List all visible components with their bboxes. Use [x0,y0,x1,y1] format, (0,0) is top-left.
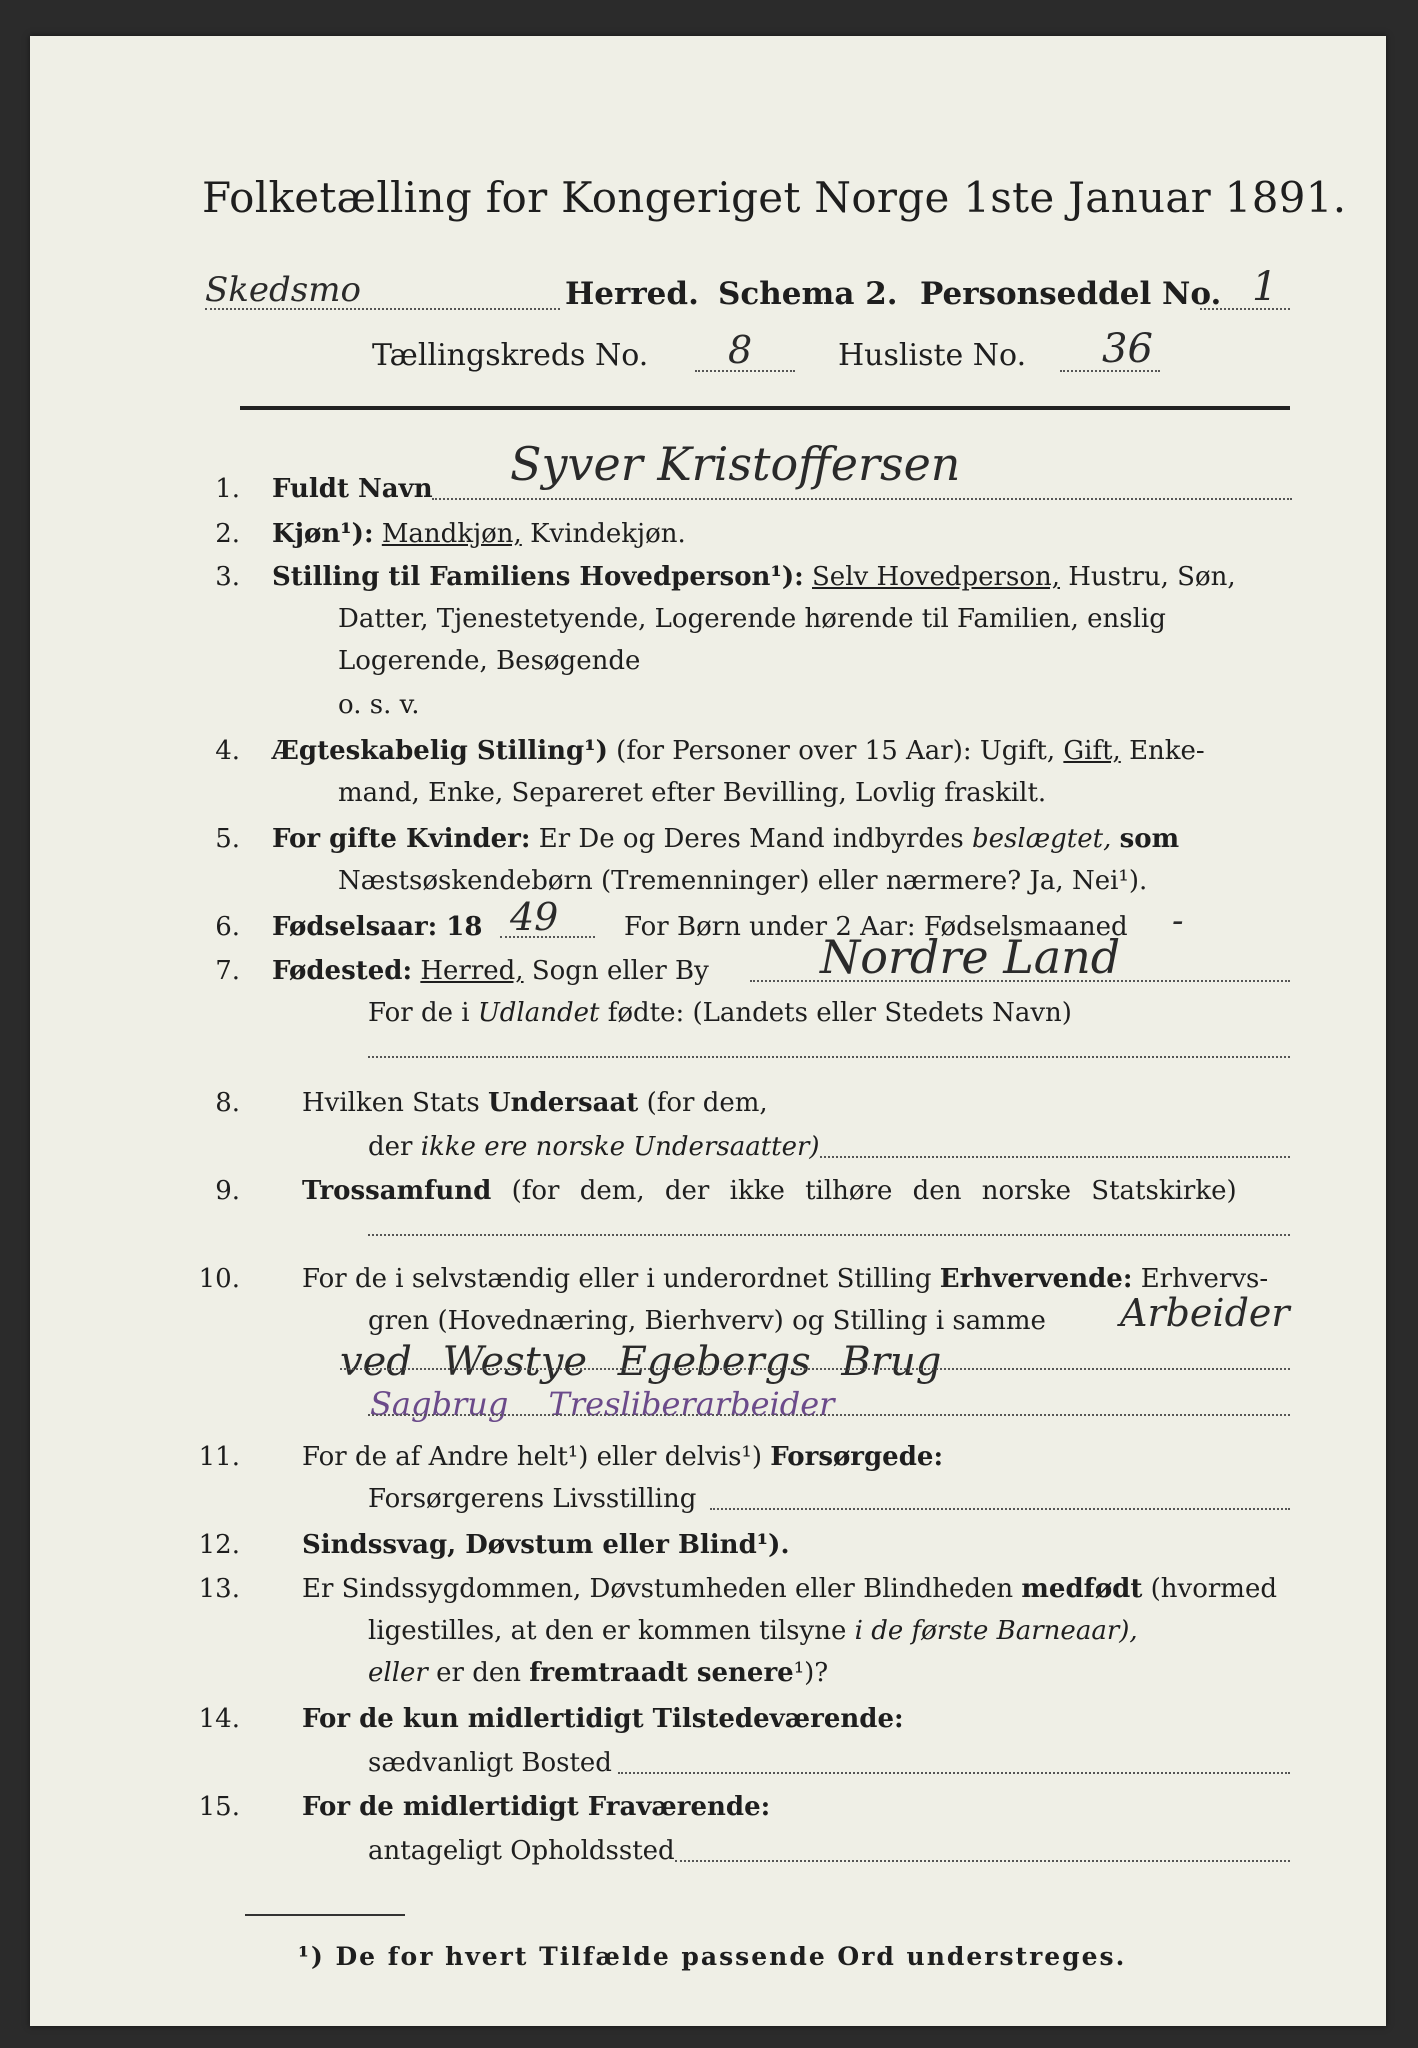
q6-dots [500,936,595,938]
q8-line2-a: der [368,1132,413,1162]
q11-line1 [302,1444,943,1470]
item-number: 15. [198,1792,240,1822]
kreds-dots [695,370,795,372]
q5-text: Er De og Deres Mand indbyrdes [538,824,964,854]
q1-dots [432,498,1292,500]
q13-line3-a: er den [436,1658,521,1688]
q14-dots [618,1772,1290,1774]
q15-line2: antageligt Opholdssted [368,1836,675,1866]
q7-line1 [272,958,709,984]
q13-text: Er Sindssygdommen, Døvstumheden eller Blindheden [302,1574,1014,1604]
q10-value-1: Arbeider [1120,1291,1290,1335]
q12-text: Sindssvag, Døvstum eller Blind¹). [302,1530,790,1560]
q7-line2-b: fødte: (Landets eller Stedets Navn) [607,998,1072,1028]
q8-line1 [302,1090,768,1116]
q10-dots-1 [340,1368,1290,1370]
q5-italic: beslægtet, [972,824,1112,854]
q13-line1 [302,1576,1277,1602]
q11-line2: Forsørgerens Livsstilling [368,1484,697,1514]
item-number: 3. [215,562,240,592]
q13-line2-a: ligestilles, at den er kommen tilsyne [368,1616,847,1646]
item-number: 7. [215,956,240,986]
q2-option-mandkjon: Mandkjøn, [381,519,522,549]
q7-label: Fødested: [272,956,413,986]
q7-text: Sogn eller By [531,956,709,986]
q15-dots [675,1860,1290,1862]
q4-text: (for Personer over 15 Aar): Ugift, [616,736,1056,766]
q10-value-3: Sagbrug Tresliberarbeider [370,1385,835,1423]
q7-line2-italic: Udlandet [477,998,600,1028]
item-number: 1. [215,474,240,504]
herred-line [205,270,361,310]
q6-month-value: - [1172,901,1184,941]
q7-value: Nordre Land [820,930,1121,984]
q1-label: Fuldt Navn [272,474,433,504]
item-number: 2. [215,519,240,549]
q9-text: (for dem, der ikke tilhøre den norske Statskirke) [511,1176,1237,1206]
census-form-page [30,36,1386,2026]
q8-tail: (for dem, [646,1088,768,1118]
item-number: 9. [215,1176,240,1206]
q7-line2 [368,1000,1072,1026]
item-number: 5. [215,824,240,854]
q10-dots-2 [368,1414,1290,1416]
q4-line1 [272,738,1205,764]
q1-value: Syver Kristoffersen [510,437,961,491]
q7-line2-a: For de i [368,998,470,1028]
q13-bold: medfødt [1021,1574,1143,1604]
personseddel-dots [1200,308,1290,310]
q2-option-kvindekjon: Kvindekjøn. [530,519,686,549]
q4-tail: Enke- [1129,736,1205,766]
q13-line3-b: ¹)? [793,1658,829,1688]
item-number: 12. [198,1530,240,1560]
q3-line2: Datter, Tjenestetyende, Logerende hørende til Familien, enslig [338,604,1166,634]
q8-dots [820,1156,1290,1158]
husliste-label: Husliste No. [838,338,1027,373]
q10-tail: Erhvervs- [1140,1264,1269,1294]
q3-option-selv-hovedperson: Selv Hovedperson, [812,562,1060,592]
q13-line2-italic: i de første Barneaar), [854,1616,1138,1646]
header-rule [240,406,1290,410]
q11-bold: Forsørgede: [770,1442,944,1472]
q5-tail: som [1119,824,1180,854]
q15-text: For de midlertidigt Fraværende: [302,1792,771,1822]
herred-dots [205,308,560,310]
q5-label: For gifte Kvinder: [272,824,531,854]
q9-line [302,1178,1237,1204]
item-number: 11. [198,1442,240,1472]
q4-option-gift: Gift, [1063,736,1121,766]
item-number: 4. [215,736,240,766]
item-number: 10. [198,1264,240,1294]
q5-line2: Næstsøskendebørn (Tremenninger) eller nærmere? Ja, Nei¹). [338,866,1148,896]
q10-line2: gren (Hovednæring, Bierhverv) og Stilling i samme [368,1306,1046,1336]
personseddel-value: 1 [1252,264,1278,310]
q13-line3-bold: fremtraadt senere [529,1658,794,1688]
item-number: 13. [198,1574,240,1604]
footnote: ¹) De for hvert Tilfælde passende Ord understreges. [298,1942,1127,1971]
q6-label: Fødselsaar: 18 [272,912,483,942]
footnote-rule [245,1914,405,1916]
form-title: Folketælling for Kongeriget Norge 1ste Januar 1891. [202,173,1347,222]
schema-label: Schema 2. [718,276,898,312]
q6-text: For Børn under 2 Aar: Fødselsmaaned [624,912,1128,942]
q13-line2 [368,1618,1138,1644]
kreds-label: Tællingskreds No. [372,338,649,373]
item-number: 6. [215,912,240,942]
q8-text: Hvilken Stats [302,1088,480,1118]
q9-blank-line [368,1234,1290,1236]
q7-blank-line [368,1056,1290,1058]
q3-line3: Logerende, Besøgende [338,646,641,676]
q13-line3-italic: eller [368,1658,428,1688]
q8-bold: Undersaat [487,1088,639,1118]
q10-bold: Erhvervende: [939,1264,1133,1294]
q4-label: Ægteskabelig Stilling¹) [272,736,608,766]
kreds-value: 8 [728,328,753,372]
q10-value-2: ved Westye Egebergs Brug [340,1339,942,1385]
q9-label: Trossamfund [302,1176,492,1206]
q14-text: For de kun midlertidigt Tilstedeværende: [302,1704,904,1734]
q10-text: For de i selvstændig eller i underordnet Stilling [302,1264,932,1294]
q8-line2-italic: ikke ere norske Undersaatter) [420,1132,820,1162]
q10-line1 [302,1266,1268,1292]
q5-line1 [272,826,1179,852]
q11-dots [710,1508,1290,1510]
q2-label: Kjøn¹): [272,519,374,549]
q6-year-value: 49 [510,895,559,939]
q14-line2: sædvanligt Bosted [368,1748,612,1778]
item-number: 14. [198,1704,240,1734]
q3-rest: Hustru, Søn, [1068,562,1236,592]
q13-line3 [368,1660,828,1686]
herred-label: Herred. [565,276,699,312]
q7-option-herred: Herred, [420,956,524,986]
husliste-value: 36 [1102,326,1153,372]
herred-value: Skedsmo [205,270,361,310]
q3-line1 [272,564,1236,590]
q11-text: For de af Andre helt¹) eller delvis¹) [302,1442,762,1472]
personseddel-label: Personseddel No. [920,276,1222,312]
q3-label: Stilling til Familiens Hovedperson¹): [272,562,804,592]
q13-tail: (hvormed [1150,1574,1277,1604]
q3-line4: o. s. v. [338,690,420,720]
q8-line2 [368,1134,820,1160]
q4-line2: mand, Enke, Separeret efter Bevilling, Lovlig fraskilt. [338,778,1047,808]
item-number: 8. [215,1088,240,1118]
q2-line [272,521,686,547]
husliste-dots [1060,370,1160,372]
